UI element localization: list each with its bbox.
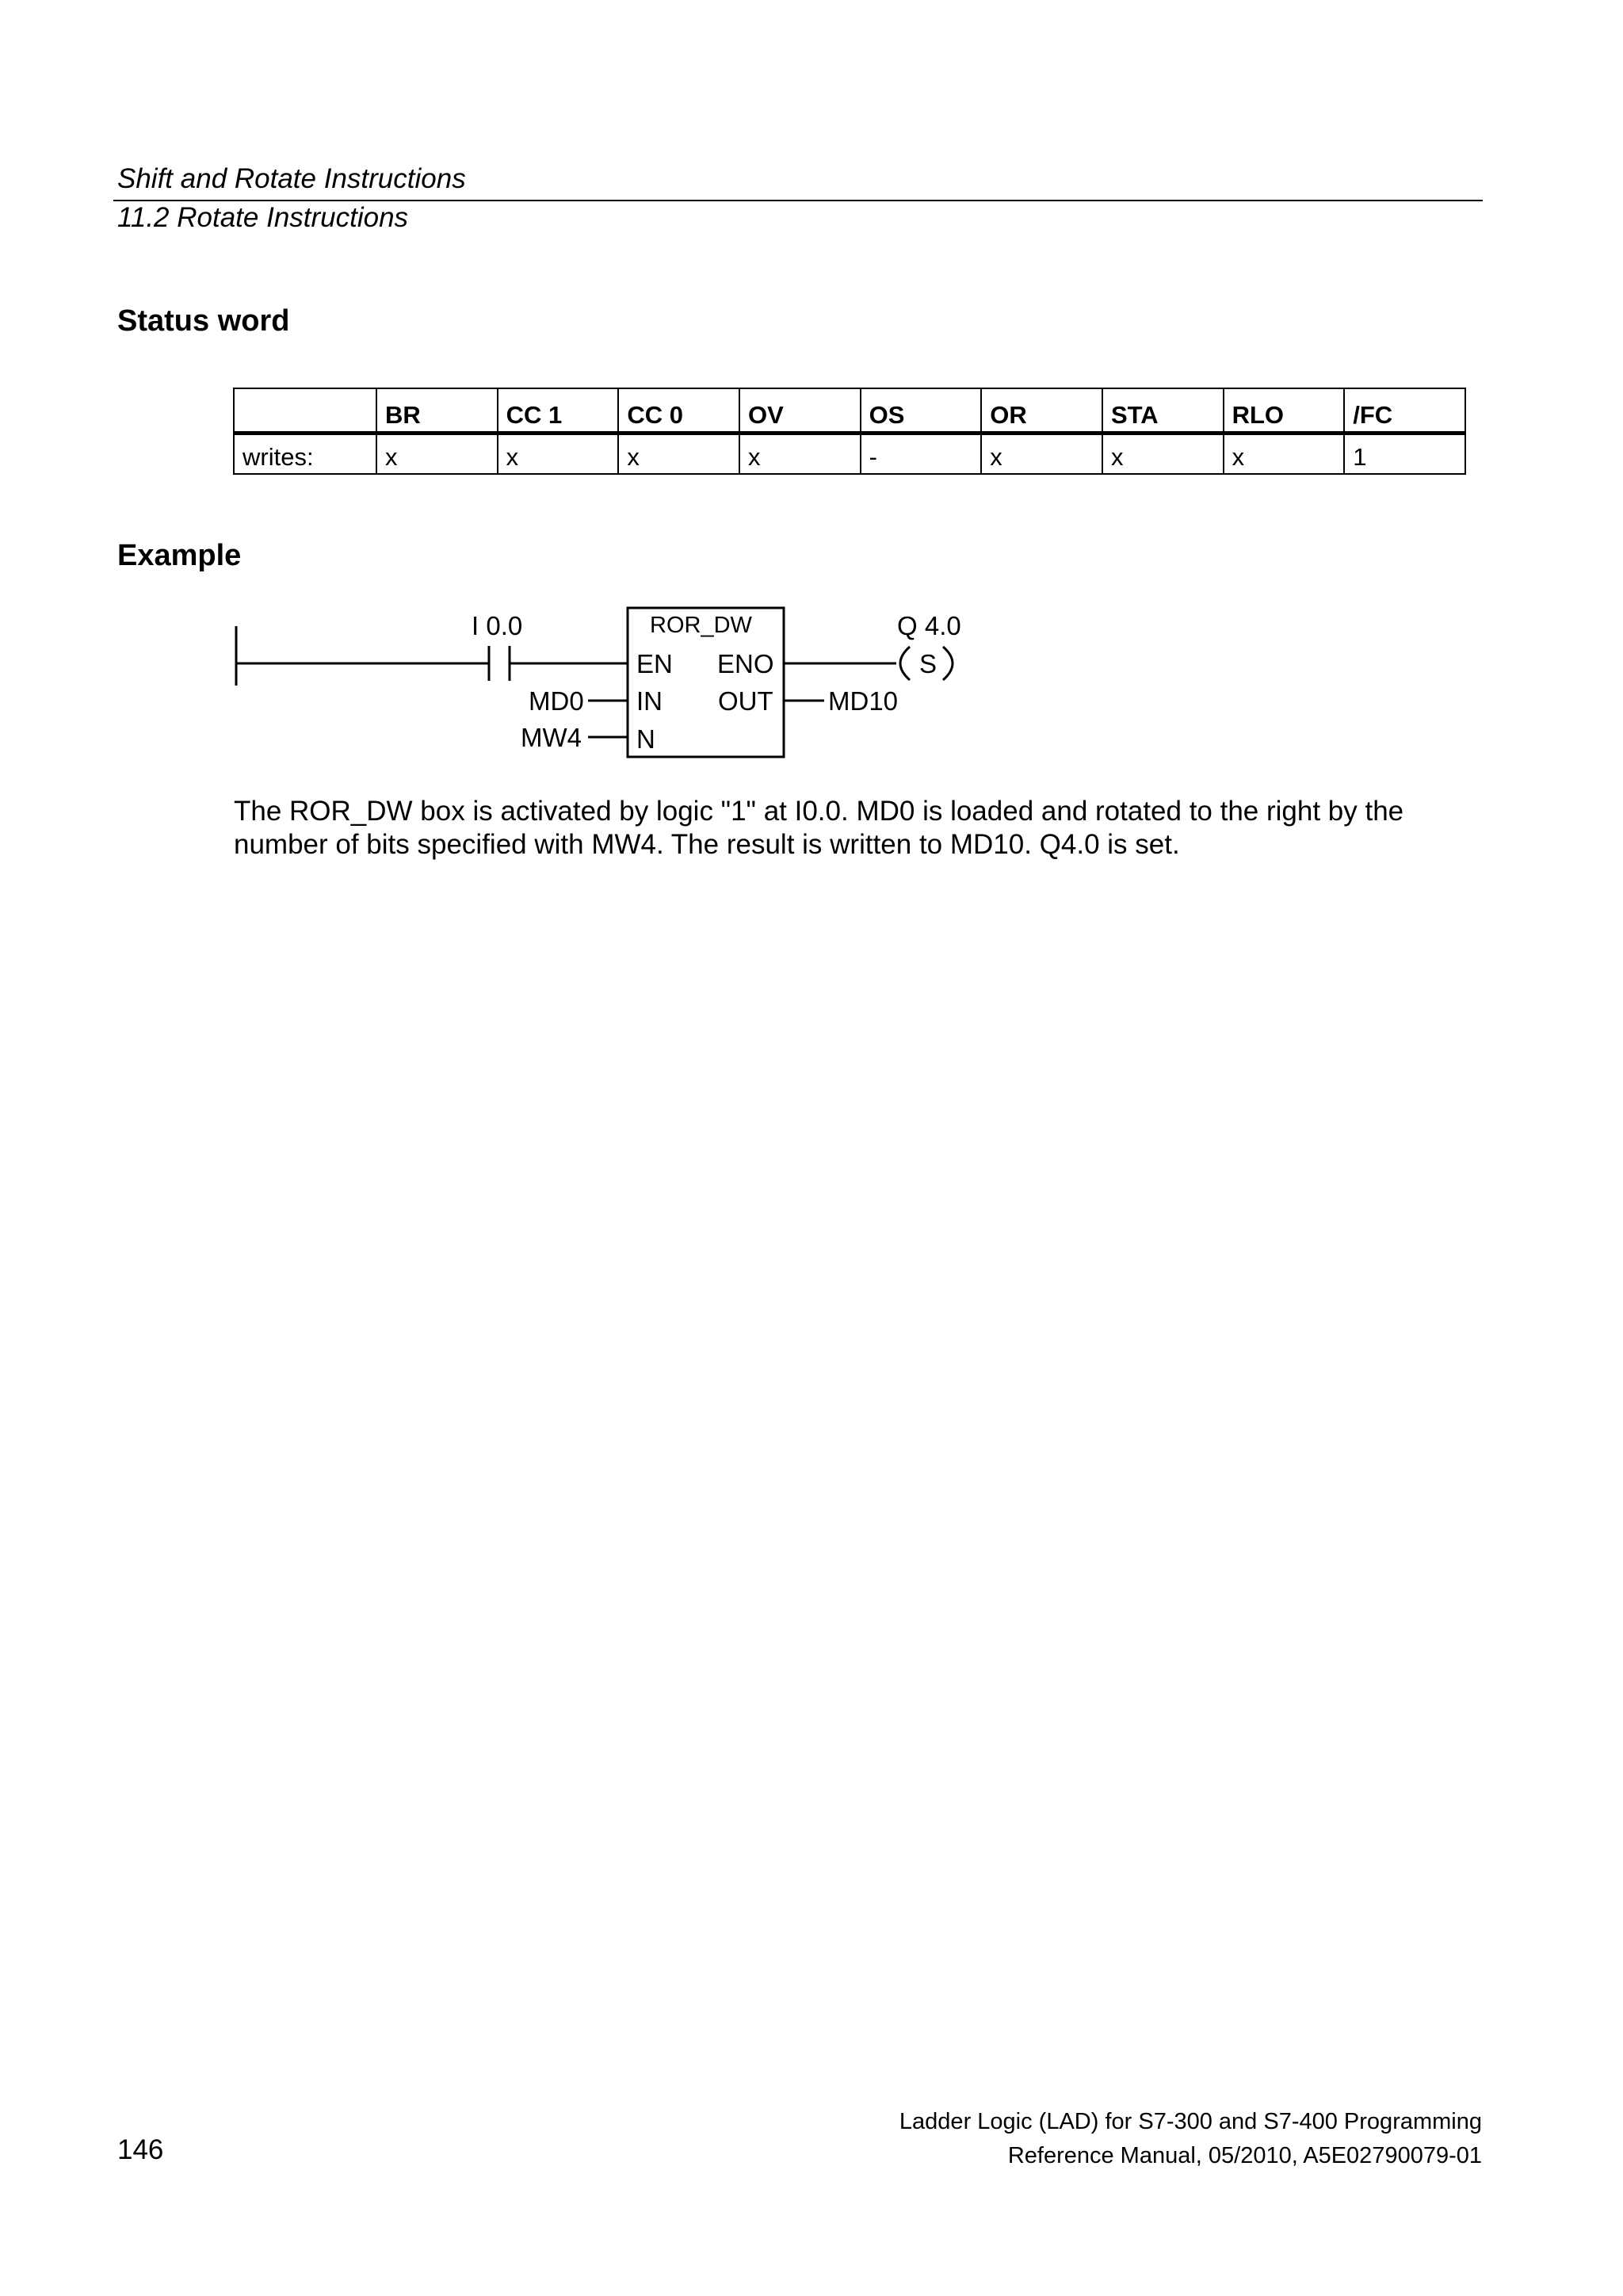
pin-en: EN (636, 649, 673, 678)
chapter-title: Shift and Rotate Instructions (117, 163, 466, 194)
n-operand: MW4 (521, 723, 582, 752)
coil-right-arc (943, 647, 953, 680)
table-cell: x (618, 434, 739, 475)
pin-eno: ENO (717, 649, 774, 678)
contact-label: I 0.0 (472, 611, 523, 640)
example-heading: Example (117, 539, 242, 572)
table-cell: writes: (234, 434, 376, 475)
section-title: 11.2 Rotate Instructions (117, 202, 409, 233)
table-header-cell: OS (861, 388, 982, 434)
table-cell: x (498, 434, 619, 475)
table-header-cell: RLO (1224, 388, 1345, 434)
out-operand: MD10 (828, 686, 899, 716)
table-cell: 1 (1344, 434, 1465, 475)
table-header-cell: OR (981, 388, 1102, 434)
page-number: 146 (117, 2134, 164, 2165)
table-header-cell: CC 0 (618, 388, 739, 434)
table-cell: x (376, 434, 498, 475)
coil-symbol: S (919, 649, 938, 678)
table-cell: - (861, 434, 982, 475)
footer-manual-title: Ladder Logic (LAD) for S7-300 and S7-400 Programming (899, 2109, 1482, 2134)
pin-out: OUT (718, 686, 773, 716)
table-header-cell: OV (739, 388, 861, 434)
pin-in: IN (636, 686, 663, 716)
coil-left-arc (900, 647, 910, 680)
table-cell: x (739, 434, 861, 475)
footer-manual-edition: Reference Manual, 05/2010, A5E02790079-01 (1007, 2143, 1482, 2168)
status-word-heading: Status word (117, 304, 290, 338)
example-description: The ROR_DW box is activated by logic "1" at I0.0. MD0 is loaded and rotated to the right by the number of bits specified with MW4. The result is written to MD10. Q4.0 is set. (234, 796, 1404, 860)
table-header-cell: BR (376, 388, 498, 434)
table-header-cell: STA (1102, 388, 1224, 434)
table-cell: x (981, 434, 1102, 475)
table-cell: x (1224, 434, 1345, 475)
table-cell: x (1102, 434, 1224, 475)
table-header-cell: CC 1 (498, 388, 619, 434)
table-header-cell: /FC (1344, 388, 1465, 434)
coil-label: Q 4.0 (897, 611, 961, 640)
pin-n: N (636, 724, 655, 754)
in-operand: MD0 (529, 686, 584, 716)
box-title: ROR_DW (650, 613, 752, 638)
